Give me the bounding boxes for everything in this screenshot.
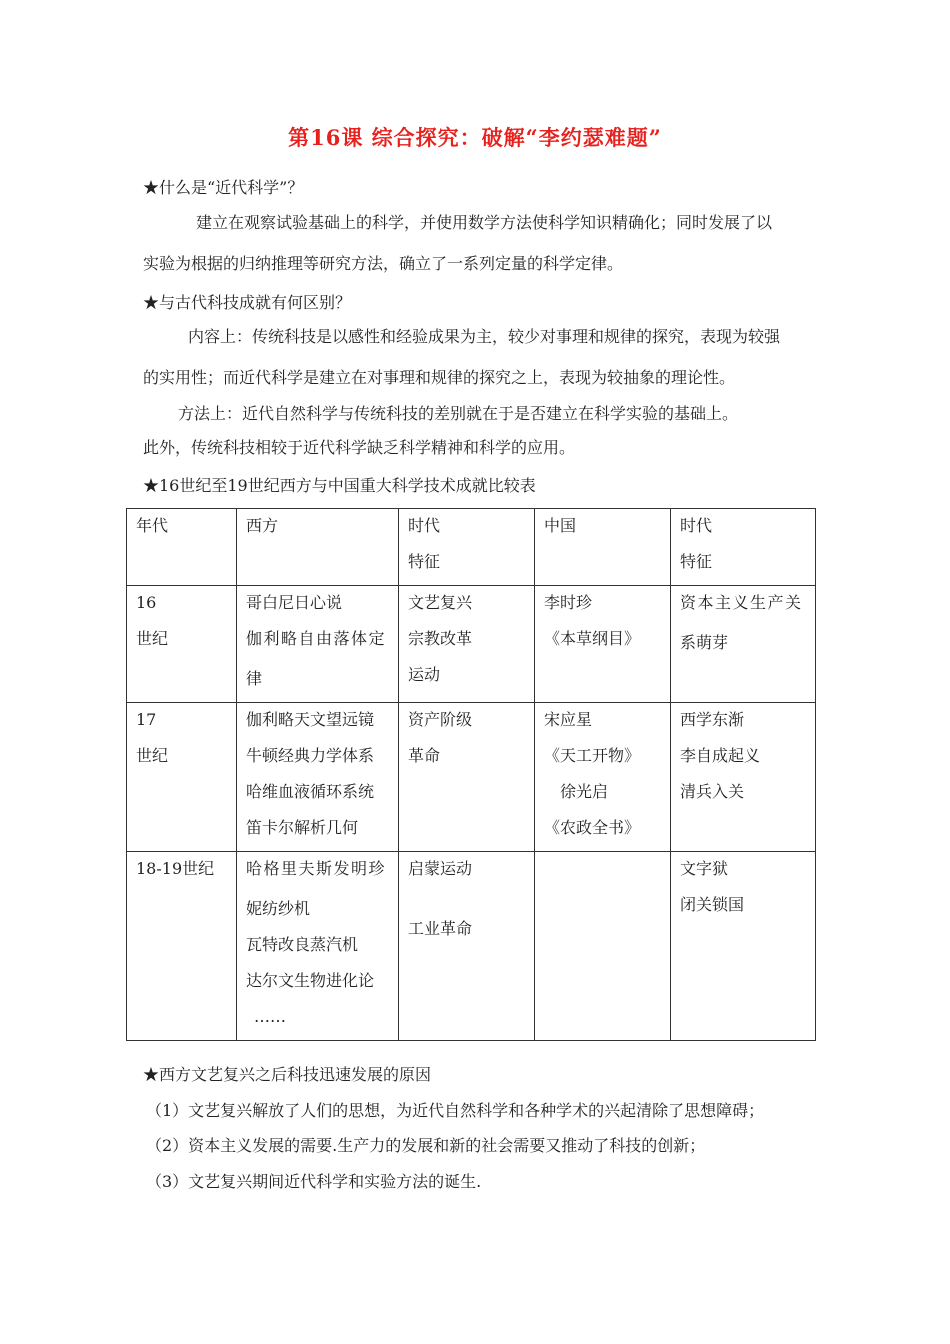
page-title: 第16课 综合探究：破解“李约瑟难题” [288, 125, 662, 150]
table-row-17th-century [127, 703, 816, 852]
cell-china-feature [671, 586, 816, 703]
cell-china-feature [671, 703, 816, 852]
heading-reasons: ★西方文艺复兴之后科技迅速发展的原因 [143, 1065, 432, 1084]
cell-west [237, 852, 399, 1041]
para-modern-science-line2: 实验为根据的归纳推理等研究方法，确立了一系列定量的科学定律。 [143, 254, 624, 273]
table-row-18-19th-century [127, 852, 816, 1041]
table-header-row [127, 509, 816, 586]
heading-difference: ★与古代科技成就有何区别？ [143, 293, 352, 312]
cell-text: 伽利略自由落体定 [246, 629, 387, 648]
heading-comparison-table: ★16世纪至19世纪西方与中国重大科学技术成就比较表 [143, 476, 536, 495]
cell-west-feature [399, 586, 535, 703]
cell-west-feature [399, 703, 535, 852]
cell-text: …… [254, 1007, 286, 1026]
reason-item-1: （1）文艺复兴解放了人们的思想，为近代自然科学和各种学术的兴起清除了思想障碍； [146, 1101, 765, 1120]
cell-era [127, 852, 237, 1041]
cell-text: 达尔文生物进化论 [246, 971, 375, 990]
cell-text: 《天工开物》 [544, 746, 641, 765]
header-west-text: 西方 [246, 516, 279, 535]
header-china-text: 中国 [544, 516, 577, 535]
cell-text: 运动 [408, 665, 441, 684]
cell-text: 哥白尼日心说 [246, 593, 343, 612]
cell-text: 律 [246, 669, 263, 688]
cell-text: 哈格里夫斯发明珍 [246, 859, 387, 878]
cell-era [127, 703, 237, 852]
cell-text: 文字狱 [680, 859, 729, 878]
cell-text: 牛顿经典力学体系 [246, 746, 375, 765]
header-era-text: 年代 [136, 516, 169, 535]
header-china-feature-line1: 时代 [680, 516, 713, 535]
cell-text: 资产阶级 [408, 710, 473, 729]
para-method: 方法上：近代自然科学与传统科技的差别就在于是否建立在科学实验的基础上。 [178, 404, 739, 423]
header-west-feature [399, 509, 535, 586]
cell-text: 16 [136, 593, 157, 612]
cell-text: 世纪 [136, 746, 169, 765]
cell-text: 18-19世纪 [136, 859, 215, 878]
cell-text: 宗教改革 [408, 629, 473, 648]
reason-item-3: （3）文艺复兴期间近代科学和实验方法的诞生. [146, 1172, 482, 1191]
para-content-line1: 内容上：传统科技是以感性和经验成果为主，较少对事理和规律的探究，表现为较强 [188, 327, 781, 346]
cell-text: 妮纺纱机 [246, 899, 311, 918]
cell-text: 文艺复兴 [408, 593, 473, 612]
cell-china-feature [671, 852, 816, 1041]
header-west-feature-line2: 特征 [408, 552, 441, 571]
cell-text: 宋应星 [544, 710, 593, 729]
cell-text: 《农政全书》 [544, 818, 641, 837]
table-row-16th-century [127, 586, 816, 703]
para-content-line2: 的实用性；而近代科学是建立在对事理和规律的探究之上，表现为较抽象的理论性。 [143, 368, 736, 387]
cell-text: 17 [136, 710, 157, 729]
comparison-table [126, 508, 816, 1041]
cell-text: 徐光启 [560, 782, 609, 801]
cell-text: 清兵入关 [680, 782, 745, 801]
cell-text: 资本主义生产关 [680, 593, 803, 612]
header-china-feature-line2: 特征 [680, 552, 713, 571]
cell-text: 革命 [408, 746, 441, 765]
para-modern-science-line1: 建立在观察试验基础上的科学，并使用数学方法使科学知识精确化；同时发展了以 [196, 213, 773, 232]
cell-west-feature [399, 852, 535, 1041]
cell-text: 世纪 [136, 629, 169, 648]
header-west [237, 509, 399, 586]
cell-text: 《本草纲目》 [544, 629, 641, 648]
cell-text: 启蒙运动 [408, 859, 473, 878]
cell-text: 哈维血液循环系统 [246, 782, 375, 801]
cell-text: 西学东渐 [680, 710, 745, 729]
cell-west [237, 586, 399, 703]
header-west-feature-line1: 时代 [408, 516, 441, 535]
para-extra: 此外，传统科技相较于近代科学缺乏科学精神和科学的应用。 [143, 438, 576, 457]
cell-text: 李自成起义 [680, 746, 761, 765]
cell-text: 笛卡尔解析几何 [246, 818, 359, 837]
cell-china [535, 703, 671, 852]
cell-text: 伽利略天文望远镜 [246, 710, 375, 729]
header-era [127, 509, 237, 586]
header-china-feature [671, 509, 816, 586]
header-china [535, 509, 671, 586]
cell-text: 闭关锁国 [680, 895, 745, 914]
reason-item-2: （2）资本主义发展的需要.生产力的发展和新的社会需要又推动了科技的创新； [146, 1136, 706, 1155]
heading-modern-science: ★什么是“近代科学”？ [143, 178, 304, 197]
cell-china [535, 852, 671, 1041]
cell-era [127, 586, 237, 703]
cell-west [237, 703, 399, 852]
cell-text: 工业革命 [408, 919, 473, 938]
cell-text: 李时珍 [544, 593, 593, 612]
cell-spacer [408, 892, 534, 916]
cell-text: 瓦特改良蒸汽机 [246, 935, 359, 954]
cell-text: 系萌芽 [680, 633, 729, 652]
cell-china [535, 586, 671, 703]
